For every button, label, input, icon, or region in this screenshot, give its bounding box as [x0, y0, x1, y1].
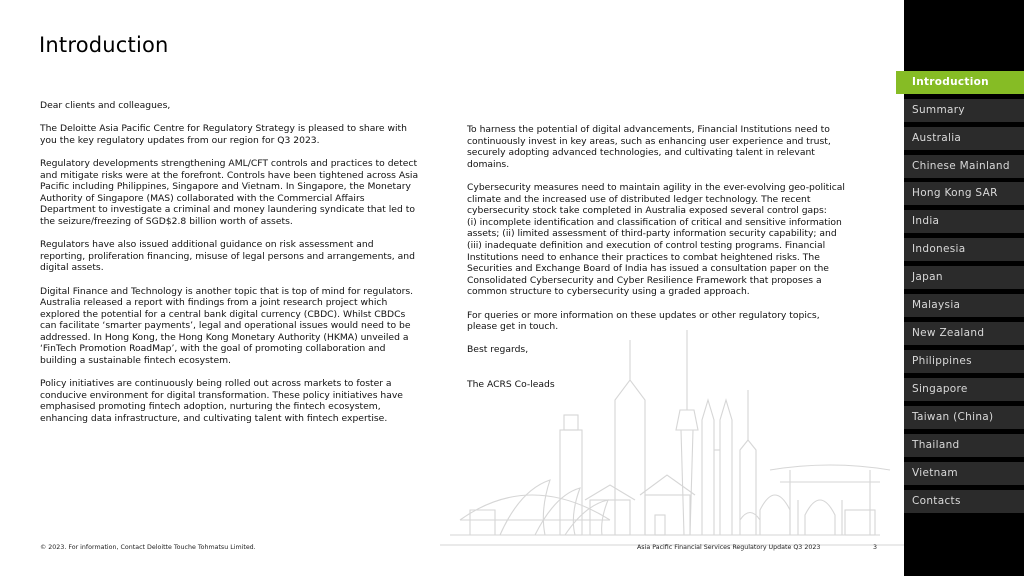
- paragraph: Digital Finance and Technology is another topic that is top of mind for regulators. Australia released a report with findings from a joint research project which explored the potential for a central bank digital currency (CBDC). Whilst CBDCs can facilitate ‘smarter payments’, legal and operational issues would need to be addressed. In Hong Kong, the Hong Kong Monetary Authority (HKMA) unveiled a ‘FinTech Promotion RoadMap’, with the goal of promoting collaboration and building a sustainable fintech ecosystem.: [40, 285, 414, 367]
- paragraph-signature: The ACRS Co-leads: [467, 378, 555, 390]
- nav-item-thailand[interactable]: Thailand: [904, 434, 1024, 457]
- page-number: 3: [873, 544, 878, 551]
- nav-item-hong-kong-sar[interactable]: Hong Kong SAR: [904, 182, 1024, 205]
- paragraph: The Deloitte Asia Pacific Centre for Regulatory Strategy is pleased to share with you the key regulatory updates from our region for Q3 2023.: [40, 123, 407, 146]
- nav-item-introduction[interactable]: Introduction: [896, 71, 1024, 94]
- paragraph: Policy initiatives are continuously being rolled out across markets to foster a conducive environment for digital transformation. These policy initiatives have emphasised promoting fintech adoption, nurturing the fintech ecosystem, enhancing data infrastructure, and cultivating talent with fintech expertise.: [40, 378, 403, 425]
- paragraph-signoff: Best regards,: [467, 344, 529, 356]
- nav-item-japan[interactable]: Japan: [904, 266, 1024, 289]
- paragraph: Regulators have also issued additional guidance on risk assessment and reporting, proliferation financing, misuse of legal persons and arrangements, and digital assets.: [40, 239, 415, 274]
- nav-item-malaysia[interactable]: Malaysia: [904, 294, 1024, 317]
- footer-doc-title: Asia Pacific Financial Services Regulatory Update Q3 2023: [637, 544, 821, 551]
- nav-item-contacts[interactable]: Contacts: [904, 490, 1024, 513]
- nav-item-australia[interactable]: Australia: [904, 127, 1024, 150]
- nav-item-india[interactable]: India: [904, 210, 1024, 233]
- right-column: [467, 124, 877, 402]
- nav-item-indonesia[interactable]: Indonesia: [904, 238, 1024, 261]
- paragraph: To harness the potential of digital advancements, Financial Institutions need to continuously invest in key areas, such as enhancing user experience and trust, securely adopting advanced technologies, and cultivating talent in relevant domains.: [467, 124, 831, 170]
- footer-copyright: © 2023. For information, Contact Deloitte Touche Tohmatsu Limited.: [40, 544, 256, 551]
- nav-item-philippines[interactable]: Philippines: [904, 350, 1024, 373]
- page-title: Introduction: [39, 33, 169, 57]
- paragraph: Cybersecurity measures need to maintain agility in the ever-evolving geo-political climate and the increased use of distributed ledger technology. The recent cybersecurity stock take completed in Australia exposed several control gaps: (i) incomplete identification and classification of critical and sensitive information assets; (ii) limited assessment of third-party information security capability; and (iii) inadequate definition and execution of control testing programs. Financial Institutions need to enhance their practices to combat heightened risks. The Securities and Exchange Board of India has issued a consultation paper on the Consolidated Cybersecurity and Cyber Resilience Framework that proposes a common structure to cybersecurity using a graded approach.: [467, 181, 845, 298]
- nav-item-chinese-mainland[interactable]: Chinese Mainland: [904, 155, 1024, 178]
- nav-item-summary[interactable]: Summary: [904, 99, 1024, 122]
- nav-item-vietnam[interactable]: Vietnam: [904, 462, 1024, 485]
- paragraph-greeting: Dear clients and colleagues,: [40, 100, 171, 111]
- paragraph: For queries or more information on these updates or other regulatory topics, please get in touch.: [467, 309, 820, 333]
- left-column: [40, 100, 450, 436]
- nav-item-new-zealand[interactable]: New Zealand: [904, 322, 1024, 345]
- nav-item-taiwan-china[interactable]: Taiwan (China): [904, 406, 1024, 429]
- nav-item-singapore[interactable]: Singapore: [904, 378, 1024, 401]
- paragraph: Regulatory developments strengthening AML/CFT controls and practices to detect and mitigate risks were at the forefront. Controls have been tightened across Asia Pacific including Philippines, Singapore and Vietnam. In Singapore, the Monetary Authority of Singapore (MAS) collaborated with the Commercial Affairs Department to investigate a criminal and money laundering syndicate that led to the seizure/freezing of SGD$2.8 billion worth of assets.: [40, 157, 419, 227]
